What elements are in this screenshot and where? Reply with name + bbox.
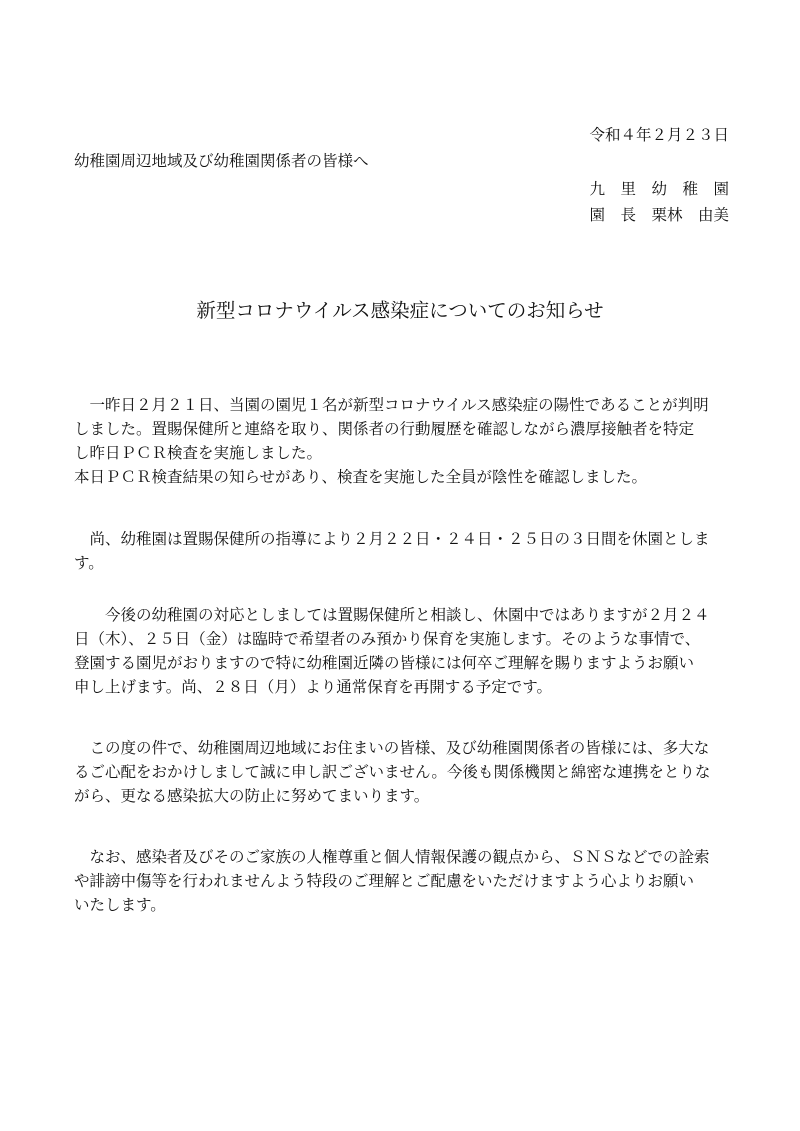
paragraph-line: 一昨日２月２１日、当園の園児１名が新型コロナウイルス感染症の陽性であることが判明 (74, 396, 709, 414)
paragraph-line: 申し上げます。尚、２８日（月）より通常保育を再開する予定です。 (74, 678, 553, 696)
paragraph-line: や誹謗中傷等を行われませんよう特段のご理解とご配慮をいただけますよう心よりお願い (74, 872, 695, 890)
paragraph-line: し昨日ＰＣＲ検査を実施しました。 (74, 444, 323, 462)
notice-title: 新型コロナウイルス感染症についてのお知らせ (196, 299, 604, 322)
paragraph-3 (74, 603, 734, 699)
paragraph-line: 日（木）、２５日（金）は臨時で希望者のみ預かり保育を実施します。そのような事情で、 (74, 630, 701, 648)
paragraph-1 (74, 393, 734, 489)
paragraph-line: なお、感染者及びそのご家族の人権尊重と個人情報保護の観点から、ＳＮＳなどでの詮索 (74, 848, 710, 866)
paragraph-line: 尚、幼稚園は置賜保健所の指導により２月２２日・２４日・２５日の３日間を休園としま (74, 530, 710, 548)
document-date: 令和４年２月２３日 (589, 126, 729, 144)
paragraph-5 (74, 845, 734, 917)
paragraph-line: るご心配をおかけしまして誠に申し訳ございません。今後も関係機関と綿密な連携をとりな (74, 763, 711, 781)
paragraph-line: しました。置賜保健所と連絡を取り、関係者の行動履歴を確認しながら濃厚接触者を特定 (74, 420, 695, 438)
principal-name: 園 長 栗林 由美 (589, 206, 729, 224)
paragraph-line: 本日ＰＣＲ検査結果の知らせがあり、検査を実施した全員が陰性を確認しました。 (74, 468, 648, 486)
paragraph-2 (74, 527, 734, 575)
paragraph-4 (74, 736, 734, 808)
paragraph-line: この度の件で、幼稚園周辺地域にお住まいの皆様、及び幼稚園関係者の皆様には、多大な (74, 739, 710, 757)
paragraph-line: がら、更なる感染拡大の防止に努めてまいります。 (74, 787, 430, 805)
organization-name: 九 里 幼 稚 園 (589, 180, 729, 198)
paragraph-line: す。 (74, 554, 104, 572)
recipient-line: 幼稚園周辺地域及び幼稚園関係者の皆様へ (74, 152, 369, 170)
paragraph-line: いたします。 (74, 896, 166, 914)
paragraph-line: 今後の幼稚園の対応としましては置賜保健所と相談し、休園中ではありますが２月２４ (74, 606, 710, 624)
paragraph-line: 登園する園児がおりますので特に幼稚園近隣の皆様には何卒ご理解を賜りますようお願い (74, 654, 695, 672)
